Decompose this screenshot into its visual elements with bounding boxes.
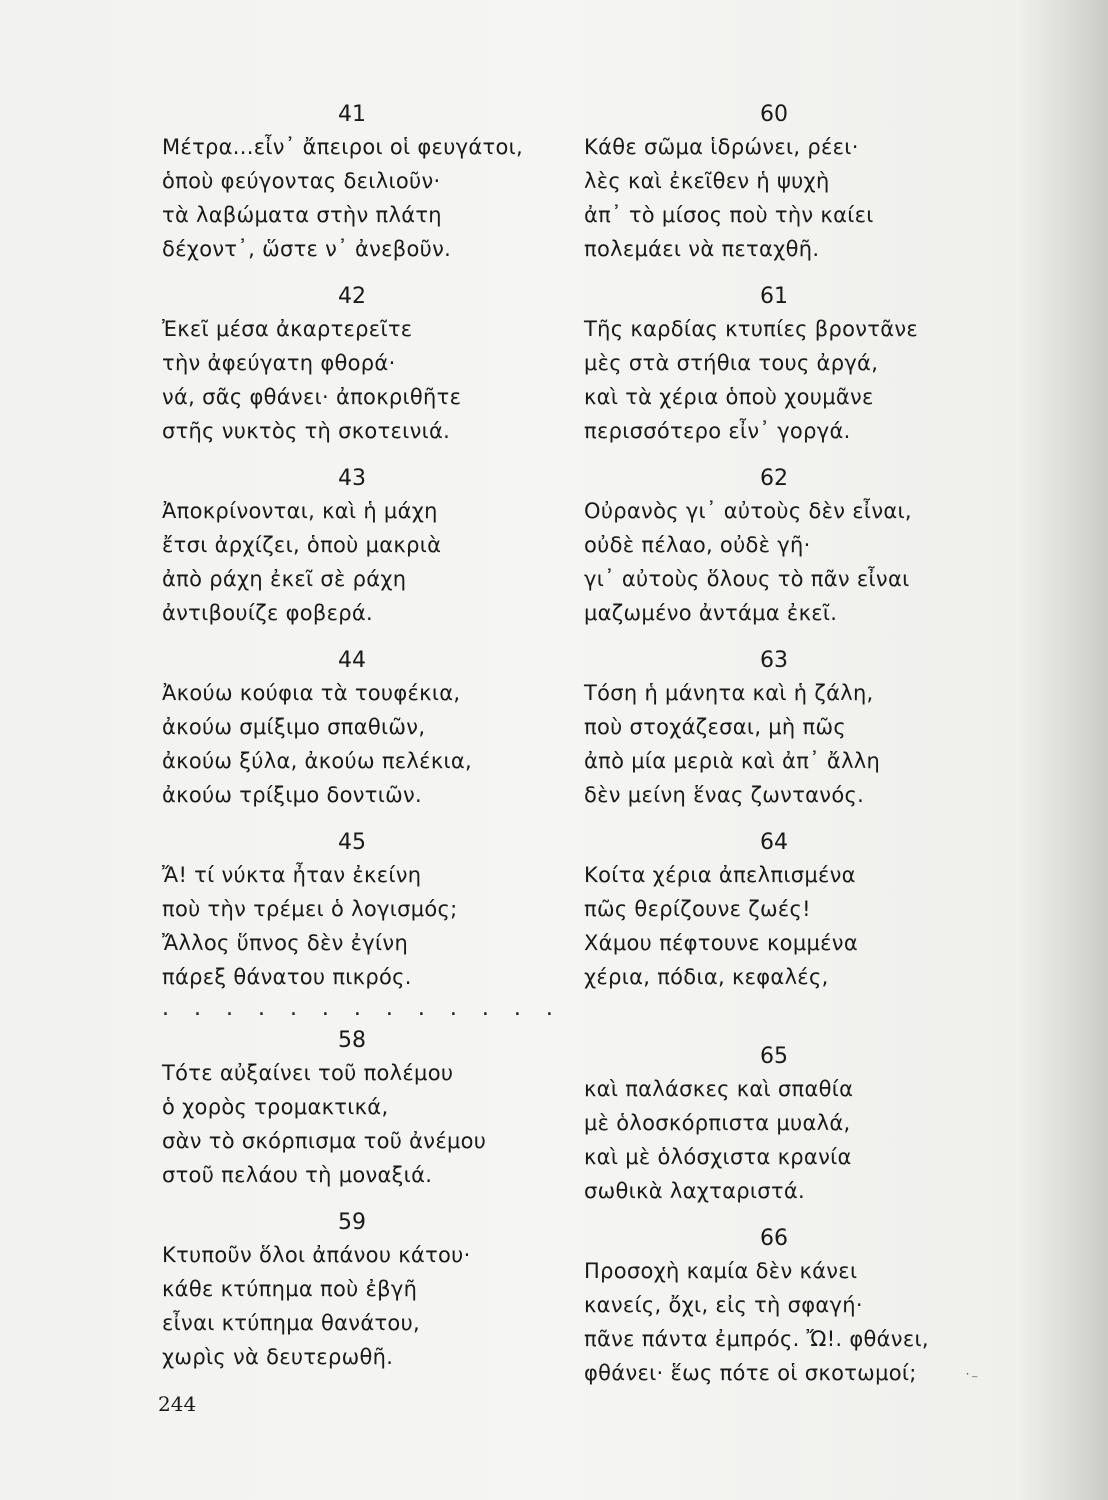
verse-line: ἀκούω ξύλα, ἀκούω πελέκια, <box>162 749 473 773</box>
stanza-60 <box>584 100 984 266</box>
verse-line: ἀκούω τρίξιμο δοντιῶν. <box>162 783 423 807</box>
verse-line: ἀπὸ ράχη ἐκεῖ σὲ ράχη <box>162 567 407 591</box>
verse-line: ἀκούω σμίξιμο σπαθιῶν, <box>162 715 426 739</box>
stanza-number: 66 <box>760 1226 788 1251</box>
page-number: 244 <box>158 1392 197 1416</box>
stanza-number: 44 <box>338 648 366 673</box>
stanza-62 <box>584 464 984 630</box>
verse-line: νά, σᾶς φθάνει· ἀποκριθῆτε <box>162 385 462 409</box>
verse-line: μὲς στὰ στήθια τους ἀργά, <box>584 351 879 375</box>
verse-line: εἶναι κτύπημα θανάτου, <box>162 1311 420 1335</box>
left-column <box>162 100 562 1374</box>
stanza-59 <box>162 1208 562 1374</box>
verse-line: πολεμάει νὰ πεταχθῆ. <box>584 237 820 261</box>
verse-line: σωθικὰ λαχταριστά. <box>584 1179 805 1203</box>
verse-line: Μέτρα...εἶν᾽ ἄπειροι οἱ φευγάτοι, <box>162 135 524 159</box>
verse-line: τὰ λαβώματα στὴν πλάτη <box>162 203 442 227</box>
stanza-number: 62 <box>760 466 788 491</box>
verse-line: πῶς θερίζουνε ζωές! <box>584 897 811 921</box>
stanza-42 <box>162 282 562 448</box>
verse-line: Προσοχὴ καμία δὲν κάνει <box>584 1259 858 1283</box>
stanza-number: 42 <box>338 284 366 309</box>
verse-line: καὶ τὰ χέρια ὁποὺ χουμᾶνε <box>584 385 874 409</box>
verse-line: Κοίτα χέρια ἀπελπισμένα <box>584 863 856 887</box>
verse-line: ποὺ στοχάζεσαι, μὴ πῶς <box>584 715 846 739</box>
verse-line: ὁποὺ φεύγοντας δειλιοῦν· <box>162 169 441 193</box>
stanza-63 <box>584 646 984 812</box>
verse-line: Οὐρανὸς γι᾽ αὐτοὺς δὲν εἶναι, <box>584 499 912 523</box>
verse-line: στῆς νυκτὸς τὴ σκοτεινιά. <box>162 419 451 443</box>
verse-line: φθάνει· ἕως πότε οἱ σκοτωμοί; <box>584 1361 917 1385</box>
stanza-number: 45 <box>338 830 366 855</box>
stanza-number: 59 <box>338 1210 366 1235</box>
verse-line: Χάμου πέφτουνε κομμένα <box>584 931 858 955</box>
stanza-number: 63 <box>760 648 788 673</box>
stanza-64 <box>584 828 984 994</box>
verse-line: Τόση ἡ μάνητα καὶ ἡ ζάλη, <box>584 681 874 705</box>
verse-line: Ἄ! τί νύκτα ἦταν ἐκείνη <box>162 863 422 887</box>
verse-line: τὴν ἀφεύγατη φθορά· <box>162 351 396 375</box>
verse-line: ὁ χορὸς τρομακτικά, <box>162 1095 389 1119</box>
verse-line: Ἀποκρίνονται, καὶ ἡ μάχη <box>162 499 438 523</box>
verse-line: Ἐκεῖ μέσα ἀκαρτερεῖτε <box>162 317 413 341</box>
verse-line: Τῆς καρδίας κτυπίες βροντᾶνε <box>584 317 919 341</box>
stanza-number: 65 <box>760 1044 788 1069</box>
verse-line: ἀπ᾽ τὸ μίσος ποὺ τὴν καίει <box>584 203 874 227</box>
verse-line: δὲν μείνη ἕνας ζωντανός. <box>584 783 865 807</box>
verse-line: καὶ μὲ ὁλόσχιστα κρανία <box>584 1145 852 1169</box>
right-column <box>584 100 984 1390</box>
verse-line: γι᾽ αὐτοὺς ὅλους τὸ πᾶν εἶναι <box>584 567 910 591</box>
verse-line: στοῦ πελάου τὴ μοναξιά. <box>162 1163 433 1187</box>
verse-line: ἀπὸ μία μεριὰ καὶ ἀπ᾽ ἄλλη <box>584 749 881 773</box>
stanza-58 <box>162 1026 562 1192</box>
verse-line: καὶ παλάσκες καὶ σπαθία <box>584 1077 854 1101</box>
stanza-number: 64 <box>760 830 788 855</box>
stanza-number: 60 <box>760 102 788 127</box>
stanza-number: 61 <box>760 284 788 309</box>
stanza-45 <box>162 828 562 994</box>
verse-line: Ἄλλος ὕπνος δὲν ἐγίνη <box>162 931 409 955</box>
verse-line: Κάθε σῶμα ἱδρώνει, ρέει· <box>584 135 859 159</box>
verse-line: ἔτσι ἀρχίζει, ὁποὺ μακριὰ <box>162 533 442 557</box>
verse-line: πᾶνε πάντα ἐμπρός. Ὤ!. φθάνει, <box>584 1327 929 1351</box>
verse-line: περισσότερο εἶν᾽ γοργά. <box>584 419 851 443</box>
verse-line: ἀντιβουίζε φοβερά. <box>162 601 373 625</box>
verse-line: σὰν τὸ σκόρπισμα τοῦ ἀνέμου <box>162 1129 487 1153</box>
stanza-number: 41 <box>338 102 366 127</box>
omission-ellipsis: . . . . . . . . . . . . . <box>162 996 562 1021</box>
verse-line: χέρια, πόδια, κεφαλές, <box>584 965 829 989</box>
stanza-41 <box>162 100 562 266</box>
stanza-66 <box>584 1224 984 1390</box>
verse-line: μαζωμένο ἀντάμα ἐκεῖ. <box>584 601 838 625</box>
verse-line: δέχοντ᾽, ὥστε ν᾽ ἀνεβοῦν. <box>162 237 452 261</box>
verse-line: ποὺ τὴν τρέμει ὁ λογισμός; <box>162 897 458 921</box>
verse-line: μὲ ὁλοσκόρπιστα μυαλά, <box>584 1111 851 1135</box>
verse-line: Ἀκούω κούφια τὰ τουφέκια, <box>162 681 461 705</box>
verse-line: Τότε αὐξαίνει τοῦ πολέμου <box>162 1061 454 1085</box>
verse-line: πάρεξ θάνατου πικρός. <box>162 965 412 989</box>
verse-line: κανείς, ὄχι, εἰς τὴ σφαγή· <box>584 1293 863 1317</box>
verse-line: χωρὶς νὰ δευτερωθῆ. <box>162 1345 394 1369</box>
verse-line: οὐδὲ πέλαο, οὐδὲ γῆ· <box>584 533 811 557</box>
stanza-65 <box>584 1042 984 1208</box>
stanza-number: 58 <box>338 1028 366 1053</box>
verse-line: κάθε κτύπημα ποὺ ἐβγῆ <box>162 1277 418 1301</box>
ink-speck: ˙⁻ <box>964 1372 979 1388</box>
stanza-43 <box>162 464 562 630</box>
stanza-44 <box>162 646 562 812</box>
verse-line: λὲς καὶ ἐκεῖθεν ἡ ψυχὴ <box>584 169 830 193</box>
stanza-number: 43 <box>338 466 366 491</box>
verse-line: Κτυποῦν ὅλοι ἀπάνου κάτου· <box>162 1243 471 1267</box>
stanza-61 <box>584 282 984 448</box>
